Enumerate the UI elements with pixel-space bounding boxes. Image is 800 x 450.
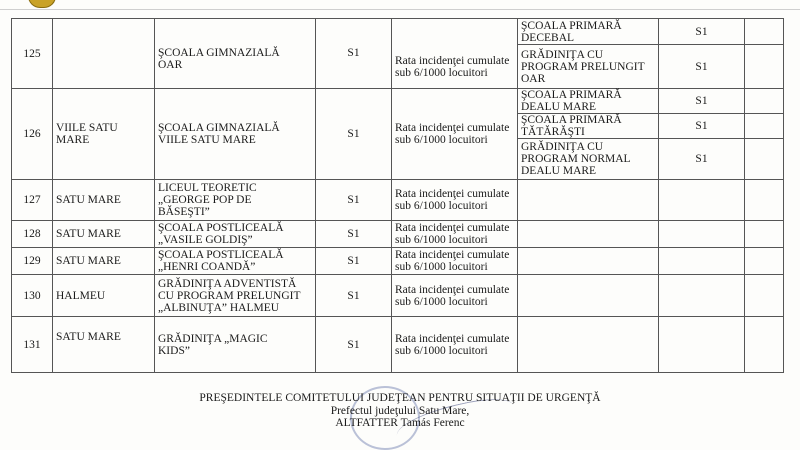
rate-line: Rata incidenţei cumulate (395, 249, 510, 261)
scenario-code: S1 (316, 19, 392, 89)
table-row (12, 19, 784, 45)
empty-cell (745, 89, 784, 114)
row-number: 128 (12, 221, 53, 248)
school-cell (155, 317, 316, 373)
row-number: 129 (12, 248, 53, 275)
empty-cell (745, 180, 784, 221)
rate-line: sub 6/1000 locuitori (395, 134, 488, 146)
rate-line: sub 6/1000 locuitori (395, 344, 488, 357)
empty-cell (518, 275, 659, 317)
sub-unit-line: OAR (521, 72, 546, 85)
school-name-line: ŞCOALA POSTLICEALĂ (158, 222, 284, 234)
sub-unit-cell (518, 89, 659, 114)
locality-cell: HALMEU (53, 275, 155, 317)
school-cell (155, 89, 316, 180)
signatory-role: Prefectul judeţului Satu Mare, (330, 405, 470, 417)
county-logo (28, 0, 56, 8)
locality-cell: SATU MARE (53, 221, 155, 248)
signatory-title: PREŞEDINTELE COMITETULUI JUDEŢEAN PENTRU SITUAŢII DE URGENŢĂ (199, 392, 601, 404)
sub-unit-line: DECEBAL (521, 31, 575, 44)
rate-line: sub 6/1000 locuitori (395, 67, 488, 79)
rate-line: sub 6/1000 locuitori (395, 200, 488, 212)
incidence-rate (392, 19, 518, 89)
school-cell (155, 275, 316, 317)
scenario-code: S1 (316, 317, 392, 373)
school-name-line: GRĂDINIŢA ADVENTISTĂ (158, 277, 297, 290)
school-name-line: BĂSEŞTI” (158, 206, 210, 218)
sub-unit-line: PROGRAM PRELUNGIT (521, 60, 645, 73)
rate-line: Rata incidenţei cumulate (395, 188, 510, 200)
empty-cell (745, 317, 784, 373)
empty-cell (518, 180, 659, 221)
locality-cell (53, 19, 155, 89)
locality-cell: SATU MARE (53, 248, 155, 275)
empty-cell (745, 275, 784, 317)
table-row (12, 180, 784, 221)
empty-cell (518, 317, 659, 373)
incidence-rate (392, 180, 518, 221)
empty-cell (745, 139, 784, 180)
school-cell (155, 221, 316, 248)
school-name-line: CU PROGRAM PRELUNGIT (158, 289, 301, 302)
sub-unit-line: DEALU MARE (521, 165, 597, 177)
sub-unit-line: ŞCOALA PRIMARĂ (521, 19, 622, 32)
empty-cell (745, 114, 784, 139)
scenario-code: S1 (316, 248, 392, 275)
sub-unit-line: PROGRAM NORMAL (521, 153, 631, 165)
sub-unit-cell (518, 114, 659, 139)
scenario-code: S1 (316, 221, 392, 248)
table-row (12, 317, 784, 373)
empty-cell (518, 248, 659, 275)
school-name-line: „GEORGE POP DE (158, 194, 252, 206)
schools-table (11, 18, 784, 373)
rate-line: Rata incidenţei cumulate (395, 222, 510, 234)
sub-unit-cell (518, 139, 659, 180)
rate-line: sub 6/1000 locuitori (395, 295, 488, 308)
empty-cell (745, 221, 784, 248)
rate-line: Rata incidenţei cumulate (395, 283, 510, 296)
school-name-line: ŞCOALA GIMNAZIALĂ (158, 122, 280, 134)
school-name-line: „HENRI COANDĂ” (158, 261, 256, 273)
sub-unit-code: S1 (659, 19, 745, 45)
empty-cell (745, 45, 784, 89)
sub-unit-code: S1 (659, 89, 745, 114)
sub-unit-line: GRĂDINIŢA CU (521, 141, 604, 153)
school-cell (155, 180, 316, 221)
empty-cell (659, 221, 745, 248)
scenario-code: S1 (316, 180, 392, 221)
school-name-line: „VASILE GOLDIŞ” (158, 234, 253, 246)
table-row (12, 89, 784, 114)
school-name-line: OAR (158, 58, 183, 71)
empty-cell (518, 221, 659, 248)
empty-cell (745, 248, 784, 275)
table-row (12, 275, 784, 317)
empty-cell (745, 19, 784, 45)
table-row (12, 248, 784, 275)
school-name-line: GRĂDINIŢA „MAGIC (158, 332, 268, 345)
incidence-rate (392, 275, 518, 317)
empty-cell (659, 180, 745, 221)
sub-unit-line: GRĂDINIŢA CU (521, 48, 604, 61)
row-number: 130 (12, 275, 53, 317)
sub-unit-line: DEALU MARE (521, 101, 597, 113)
school-cell (155, 19, 316, 89)
school-name-line: VIILE SATU MARE (158, 134, 256, 146)
school-name-line: LICEUL TEORETIC (158, 182, 257, 194)
sub-unit-cell (518, 19, 659, 45)
rate-line: Rata incidenţei cumulate (395, 122, 510, 134)
locality-cell: SATU MARE (53, 317, 155, 373)
locality-cell: SATU MARE (53, 180, 155, 221)
scenario-code: S1 (316, 89, 392, 180)
school-cell (155, 248, 316, 275)
signatory-name: ALTFATTER Tamás Ferenc (335, 417, 465, 429)
sub-unit-line: ŞCOALA PRIMARĂ (521, 114, 622, 126)
rate-line: sub 6/1000 locuitori (395, 234, 488, 246)
rate-line: Rata incidenţei cumulate (395, 55, 510, 67)
incidence-rate (392, 317, 518, 373)
locality-line: VIILE SATU (56, 122, 118, 134)
school-name-line: ŞCOALA POSTLICEALĂ (158, 249, 284, 261)
incidence-rate (392, 89, 518, 180)
sub-unit-cell (518, 45, 659, 89)
empty-cell (659, 248, 745, 275)
locality-line: MARE (56, 134, 90, 146)
row-number: 127 (12, 180, 53, 221)
empty-cell (659, 275, 745, 317)
scenario-code: S1 (316, 275, 392, 317)
empty-cell (659, 317, 745, 373)
sub-unit-code: S1 (659, 139, 745, 180)
rate-line: sub 6/1000 locuitori (395, 261, 488, 273)
row-number: 126 (12, 89, 53, 180)
sub-unit-line: ŞCOALA PRIMARĂ (521, 89, 622, 101)
header-divider (0, 9, 800, 10)
school-name-line: „ALBINUŢA” HALMEU (158, 301, 280, 314)
row-number: 131 (12, 317, 53, 373)
locality-cell (53, 89, 155, 180)
sub-unit-code: S1 (659, 114, 745, 139)
rate-line: Rata incidenţei cumulate (395, 332, 510, 345)
sub-unit-line: TĂTĂRĂŞTI (521, 126, 585, 138)
incidence-rate (392, 248, 518, 275)
table-row (12, 221, 784, 248)
incidence-rate (392, 221, 518, 248)
school-name-line: ŞCOALA GIMNAZIALĂ (158, 46, 280, 59)
sub-unit-code: S1 (659, 45, 745, 89)
row-number: 125 (12, 19, 53, 89)
school-name-line: KIDS” (158, 344, 190, 357)
